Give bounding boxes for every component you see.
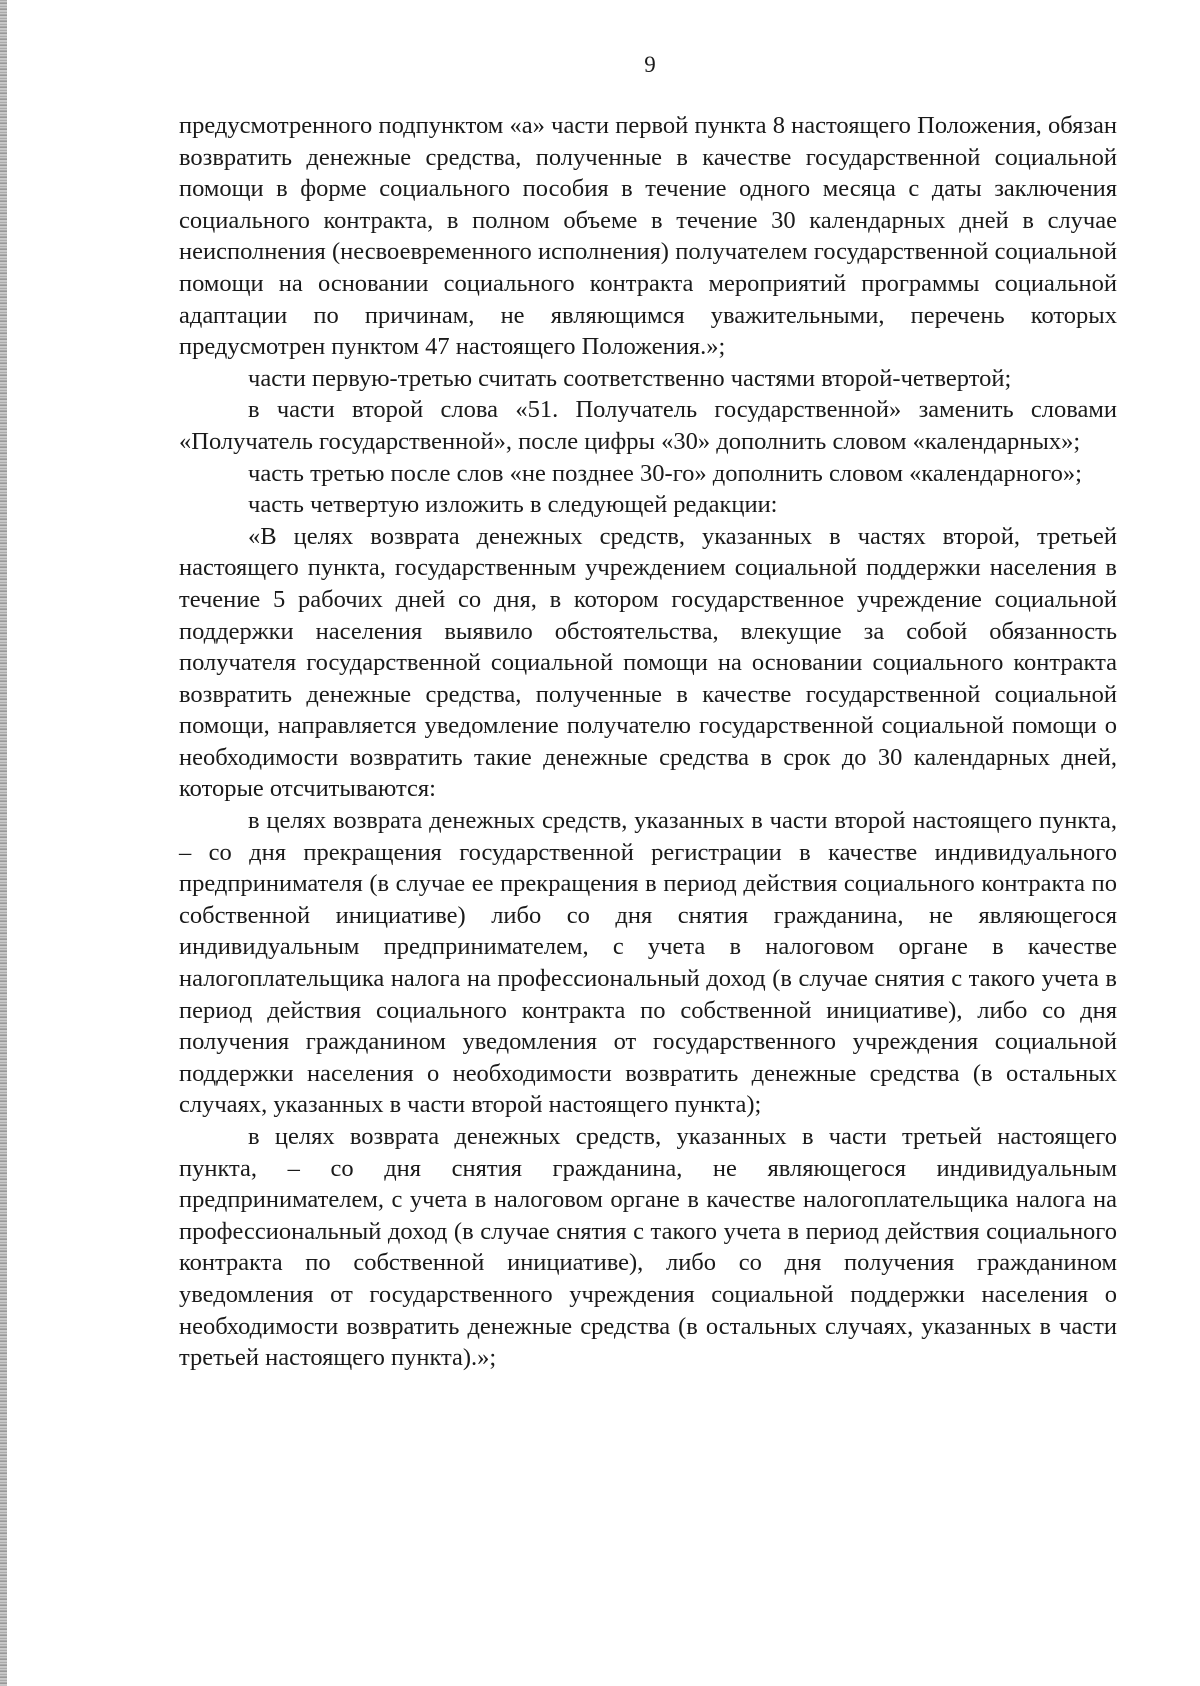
paragraph-return-part-two: в целях возврата денежных средств, указанных в части второй настоящего пункта, – со дня прекращения государственной регистрации в качестве индивидуального предпринимателя (в случае ее прекращения в период действия социального контракта по собственной инициативе) либо со дня снятия гражданина, не являющегося индивидуальным предпринимателем, с учета в налоговом органе в качестве налогоплательщика налога на профессиональный доход (в случае снятия с такого учета в период действия социального контракта по собственной инициативе), либо со дня получения гражданином уведомления от государственного учреждения социальной поддержки населения о необходимости возвратить денежные средства (в остальных случаях, указанных в части второй настоящего пункта); (179, 807, 1117, 1119)
paragraph-renumber-parts: части первую-третью считать соответственно частями второй-четвертой; (248, 364, 1012, 392)
paragraph-part-three: часть третью после слов «не позднее 30-го» дополнить словом «календарного»; (248, 459, 1082, 487)
scan-edge (0, 0, 7, 1686)
document-body (179, 110, 1117, 1374)
paragraph-part-four-intro: часть четвертую изложить в следующей редакции: (248, 491, 778, 519)
paragraph-part-two: в части второй слова «51. Получатель государственной» заменить словами «Получатель государственной», после цифры «30» дополнить словом «календарных»; (179, 396, 1117, 455)
page-number: 9 (644, 52, 656, 77)
paragraph-return-part-three: в целях возврата денежных средств, указанных в части третьей настоящего пункта, – со дня снятия гражданина, не являющегося индивидуальным предпринимателем, с учета в налоговом органе в качестве налогоплательщика налога на профессиональный доход (в случае снятия с такого учета в период действия социального контракта по собственной инициативе), либо со дня получения гражданином уведомления от государственного учреждения социальной поддержки населения о необходимости возвратить денежные средства (в остальных случаях, указанных в части третьей настоящего пункта).»; (179, 1123, 1117, 1372)
paragraph-continuation: предусмотренного подпунктом «а» части первой пункта 8 настоящего Положения, обязан возвратить денежные средства, полученные в качестве государственной социальной помощи в форме социального пособия в течение одного месяца с даты заключения социального контракта, в полном объеме в течение 30 календарных дней в случае неисполнения (несвоевременного исполнения) получателем государственной социальной помощи на основании социального контракта мероприятий программы социальной адаптации по причинам, не являющимся уважительными, перечень которых предусмотрен пунктом 47 настоящего Положения.»; (179, 112, 1117, 361)
paragraph-part-four-text: «В целях возврата денежных средств, указанных в частях второй, третьей настоящего пункта, государственным учреждением социальной поддержки населения в течение 5 рабочих дней со дня, в котором государственное учреждение социальной поддержки населения выявило обстоятельства, влекущие за собой обязанность получателя государственной социальной помощи на основании социального контракта возвратить денежные средства, полученные в качестве государственной социальной помощи, направляется уведомление получателю государственной социальной помощи о необходимости возвратить такие денежные средства в срок до 30 календарных дней, которые отсчитываются: (179, 522, 1117, 803)
